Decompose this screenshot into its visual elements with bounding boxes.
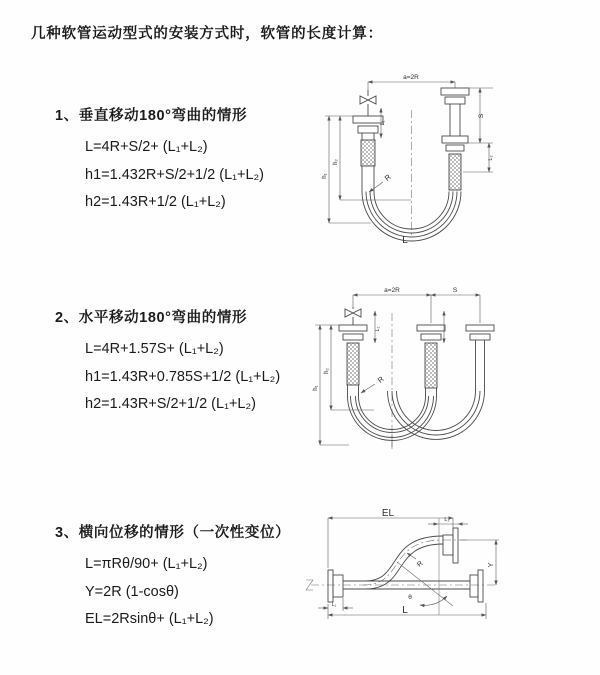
dim-label-y: Y [488,562,495,568]
valve-icon [345,309,361,317]
flange [441,88,469,95]
hose-drawing [328,528,483,602]
flange [442,136,468,143]
diagram-labels [322,74,494,246]
section-3-heading: 3、横向位移的情形（一次性变位） [55,525,291,541]
dim-label-l1: L₁ [331,602,337,608]
diagram-vertical-180-bend [313,66,585,260]
formula-line: h1=1.43R+0.785S+1/2 (L₁+L₂) [85,368,281,385]
braid-section [425,343,437,388]
flange [470,575,478,597]
flange [478,570,483,602]
formula-line: L=4R+1.57S+ (L₁+L₂) [85,341,224,357]
dim-label-r: R [382,172,393,183]
hose-drawing [339,307,494,441]
dim-label-s: S [478,113,485,119]
flange [446,145,464,151]
formula-line: EL=2Rsinθ+ (L₁+L₂) [85,611,214,627]
section-1 [55,104,264,217]
formula-line: h2=1.43R+1/2 (L₁+L₂) [85,194,226,210]
dim-label-s: S [452,287,458,294]
dimension-lines [318,518,499,619]
dim-label-l1: L₁ [375,326,381,332]
section-2 [55,306,280,419]
dim-label-span: a=2R [403,74,419,81]
section-3 [55,521,290,634]
flange [328,570,333,602]
section-2-heading: 2、水平移动180°弯曲的情形 [55,310,248,326]
dim-label-h1: h₁ [322,173,328,179]
dim-label-l2: L₂ [488,155,494,161]
flange [343,334,363,340]
dim-label-r: R [416,560,425,569]
formula-line: Y=2R (1-cosθ) [85,583,179,600]
dimension-lines [315,295,480,447]
diagram-lateral-displacement [303,508,600,660]
flange [453,528,458,563]
braid-section [449,154,461,190]
dim-label-h2: h₂ [324,368,330,374]
valve-icon [360,96,376,104]
dim-label-length: L [402,605,408,616]
dim-label-h1: h₁ [313,385,319,391]
dim-label-el: EL [381,508,395,519]
diagram-horizontal-180-bend [309,283,597,461]
flange [353,116,383,123]
dim-label-r: R [375,374,386,385]
flange [339,325,367,331]
formula-line: h1=1.432R+S/2+1/2 (L₁+L₂) [85,166,265,183]
page-title: 几种软管运动型式的安装方式时，软管的长度计算： [31,26,383,42]
flange [443,535,453,555]
dim-label-h2: h₂ [333,159,339,165]
section-1-heading: 1、垂直移动180°弯曲的情形 [55,108,248,124]
dim-label-l2: L₂ [444,517,450,523]
hose-drawing [353,88,469,241]
formula-line: L=4R+S/2+ (L₁+L₂) [85,139,208,155]
flange [466,325,494,331]
flange [417,325,445,331]
dim-label-span: a=2R [384,287,400,294]
braid-section [347,343,359,385]
flange [445,97,465,104]
dim-label-theta: θ [408,594,412,601]
dimension-lines [325,82,493,223]
formula-line: h2=1.43R+S/2+1/2 (L₁+L₂) [85,396,256,412]
flange [470,334,490,340]
flange [358,126,378,133]
flange [421,334,441,340]
dim-label-length: L [402,235,408,246]
flange [333,575,343,597]
dim-label-l1: L₁ [380,120,386,126]
diagram-labels [332,508,495,616]
braid-section [361,140,375,166]
formula-line: L=πRθ/90+ (L₁+L₂) [85,556,208,572]
